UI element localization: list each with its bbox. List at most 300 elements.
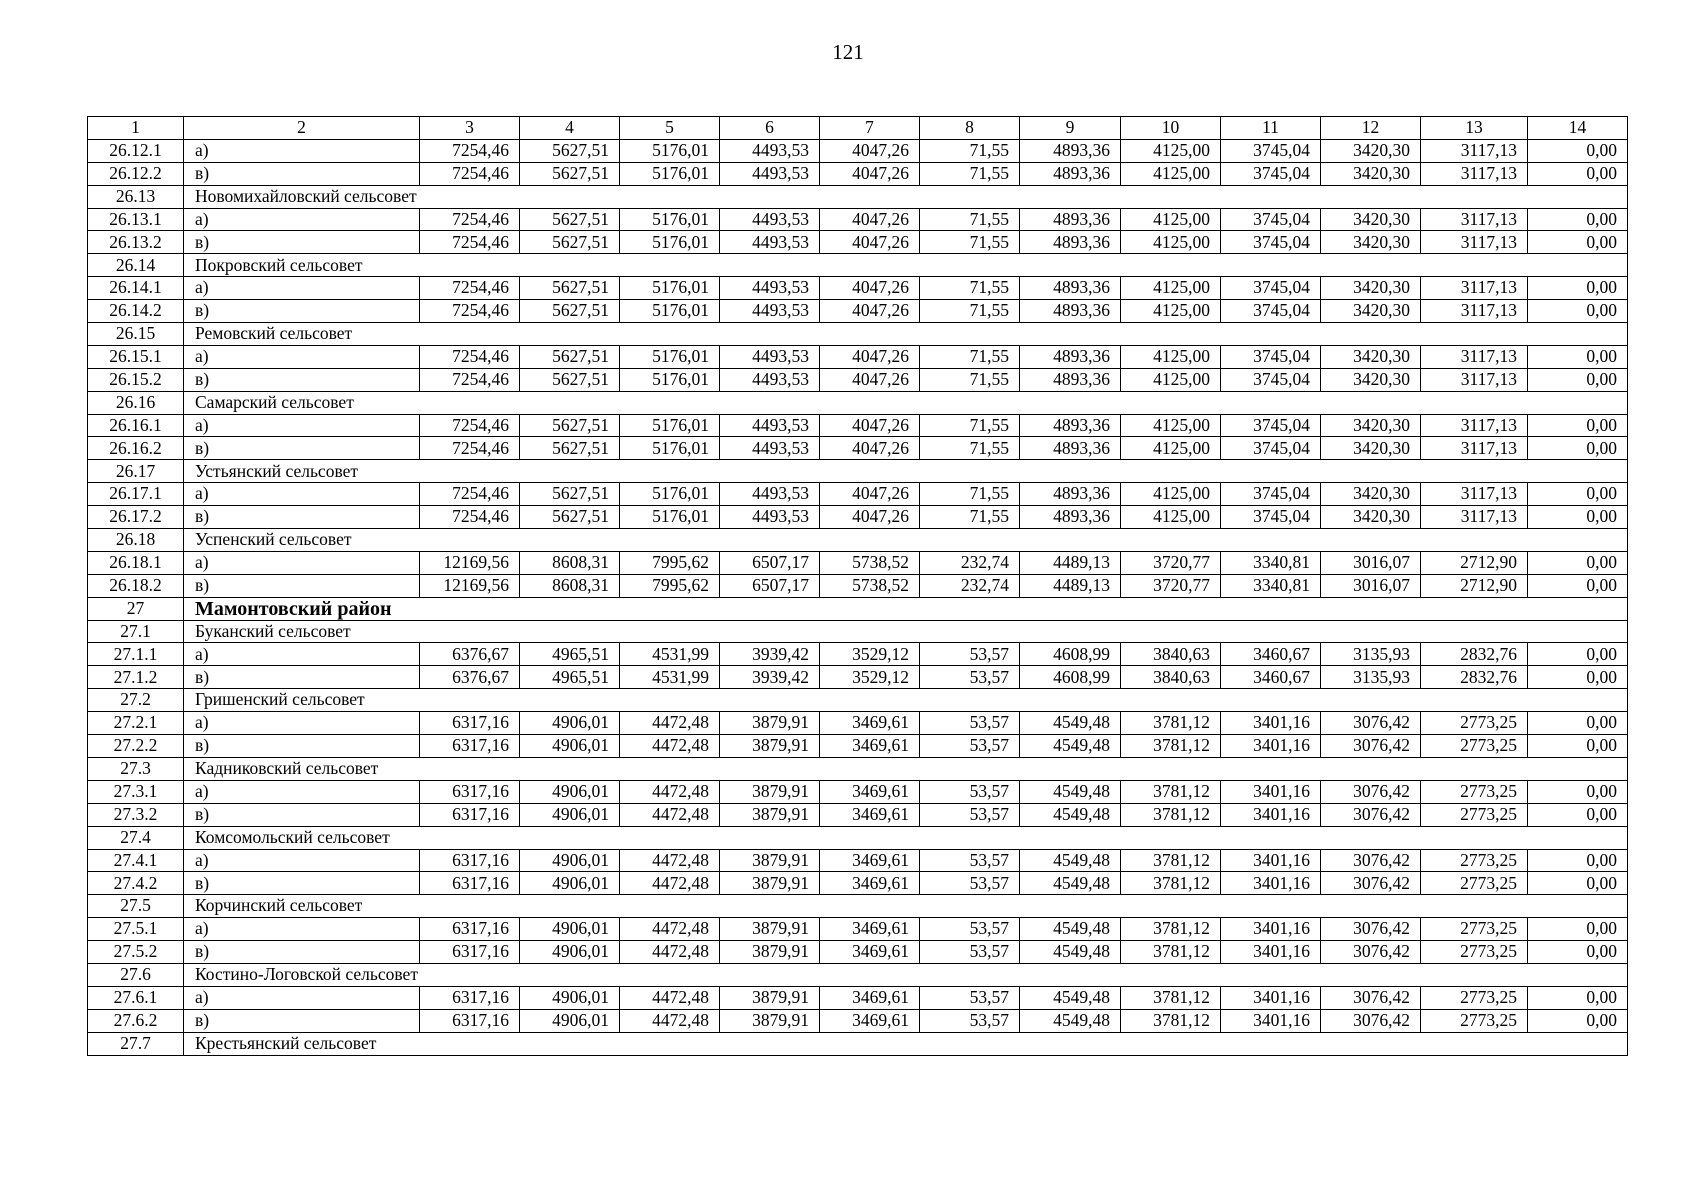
- value-cell: 3401,16: [1221, 941, 1321, 964]
- value-cell: 6317,16: [420, 712, 520, 735]
- row-label: в): [184, 437, 420, 460]
- row-code: 26.13.2: [88, 231, 184, 254]
- row-code: 27.2.2: [88, 735, 184, 758]
- value-cell: 3420,30: [1321, 414, 1421, 437]
- value-cell: 3469,61: [820, 780, 920, 803]
- value-cell: 4472,48: [620, 986, 720, 1009]
- value-cell: 6317,16: [420, 780, 520, 803]
- value-cell: 3117,13: [1421, 368, 1528, 391]
- row-label: в): [184, 162, 420, 185]
- row-label: а): [184, 643, 420, 666]
- value-cell: 4472,48: [620, 780, 720, 803]
- row-code: 27.6.2: [88, 1009, 184, 1032]
- value-cell: 5627,51: [520, 368, 620, 391]
- value-cell: 3879,91: [720, 803, 820, 826]
- section-title: Покровский сельсовет: [184, 254, 1628, 277]
- table-row: [88, 231, 1628, 254]
- value-cell: 3879,91: [720, 780, 820, 803]
- row-code: 26.14.2: [88, 300, 184, 323]
- value-cell: 7254,46: [420, 414, 520, 437]
- value-cell: 0,00: [1528, 712, 1628, 735]
- column-header: 10: [1121, 117, 1221, 140]
- value-cell: 3745,04: [1221, 162, 1321, 185]
- value-cell: 4893,36: [1020, 483, 1121, 506]
- table-row: [88, 712, 1628, 735]
- table-row: [88, 803, 1628, 826]
- value-cell: 2773,25: [1421, 803, 1528, 826]
- row-code: 26.16: [88, 391, 184, 414]
- value-cell: 4493,53: [720, 368, 820, 391]
- value-cell: 2773,25: [1421, 918, 1528, 941]
- value-cell: 3720,77: [1121, 574, 1221, 597]
- value-cell: 0,00: [1528, 231, 1628, 254]
- value-cell: 7254,46: [420, 139, 520, 162]
- value-cell: 3879,91: [720, 1009, 820, 1032]
- row-code: 27.5: [88, 895, 184, 918]
- row-code: 27.1.2: [88, 666, 184, 689]
- value-cell: 3720,77: [1121, 551, 1221, 574]
- value-cell: 3781,12: [1121, 941, 1221, 964]
- value-cell: 4549,48: [1020, 712, 1121, 735]
- value-cell: 7254,46: [420, 437, 520, 460]
- value-cell: 4047,26: [820, 231, 920, 254]
- value-cell: 3745,04: [1221, 277, 1321, 300]
- value-cell: 3420,30: [1321, 345, 1421, 368]
- value-cell: 71,55: [920, 231, 1020, 254]
- value-cell: 3781,12: [1121, 712, 1221, 735]
- value-cell: 3781,12: [1121, 849, 1221, 872]
- row-code: 26.14: [88, 254, 184, 277]
- value-cell: 3469,61: [820, 986, 920, 1009]
- value-cell: 5176,01: [620, 139, 720, 162]
- value-cell: 3745,04: [1221, 483, 1321, 506]
- value-cell: 3469,61: [820, 735, 920, 758]
- value-cell: 4047,26: [820, 437, 920, 460]
- section-row: [88, 963, 1628, 986]
- data-table: [87, 116, 1628, 1056]
- value-cell: 5176,01: [620, 483, 720, 506]
- row-code: 27.3: [88, 757, 184, 780]
- column-header: 2: [184, 117, 420, 140]
- row-label: а): [184, 780, 420, 803]
- section-title: Самарский сельсовет: [184, 391, 1628, 414]
- value-cell: 3076,42: [1321, 712, 1421, 735]
- row-code: 26.14.1: [88, 277, 184, 300]
- value-cell: 2773,25: [1421, 1009, 1528, 1032]
- value-cell: 3016,07: [1321, 574, 1421, 597]
- value-cell: 53,57: [920, 666, 1020, 689]
- value-cell: 6376,67: [420, 643, 520, 666]
- value-cell: 3401,16: [1221, 803, 1321, 826]
- value-cell: 71,55: [920, 414, 1020, 437]
- section-title: Буканский сельсовет: [184, 620, 1628, 643]
- value-cell: 6507,17: [720, 574, 820, 597]
- value-cell: 3401,16: [1221, 849, 1321, 872]
- value-cell: 0,00: [1528, 803, 1628, 826]
- value-cell: 3401,16: [1221, 735, 1321, 758]
- section-row: [88, 323, 1628, 346]
- value-cell: 0,00: [1528, 437, 1628, 460]
- value-cell: 3469,61: [820, 941, 920, 964]
- row-code: 26.15.2: [88, 368, 184, 391]
- value-cell: 53,57: [920, 986, 1020, 1009]
- value-cell: 4531,99: [620, 666, 720, 689]
- value-cell: 3401,16: [1221, 986, 1321, 1009]
- column-header: 6: [720, 117, 820, 140]
- value-cell: 5176,01: [620, 414, 720, 437]
- row-code: 27.3.2: [88, 803, 184, 826]
- value-cell: 4047,26: [820, 162, 920, 185]
- value-cell: 7254,46: [420, 506, 520, 529]
- value-cell: 2773,25: [1421, 780, 1528, 803]
- row-code: 26.18: [88, 529, 184, 552]
- value-cell: 3076,42: [1321, 872, 1421, 895]
- value-cell: 3076,42: [1321, 849, 1421, 872]
- column-header: 13: [1421, 117, 1528, 140]
- value-cell: 3745,04: [1221, 368, 1321, 391]
- value-cell: 5176,01: [620, 437, 720, 460]
- row-label: а): [184, 551, 420, 574]
- row-code: 26.12.1: [88, 139, 184, 162]
- value-cell: 4965,51: [520, 643, 620, 666]
- value-cell: 71,55: [920, 208, 1020, 231]
- value-cell: 4047,26: [820, 277, 920, 300]
- section-title: Устьянский сельсовет: [184, 460, 1628, 483]
- value-cell: 4125,00: [1121, 277, 1221, 300]
- value-cell: 3076,42: [1321, 941, 1421, 964]
- column-header: 9: [1020, 117, 1121, 140]
- value-cell: 4125,00: [1121, 139, 1221, 162]
- value-cell: 4906,01: [520, 918, 620, 941]
- value-cell: 4047,26: [820, 368, 920, 391]
- section-title: Комсомольский сельсовет: [184, 826, 1628, 849]
- table-row: [88, 277, 1628, 300]
- section-title: Корчинский сельсовет: [184, 895, 1628, 918]
- table-row: [88, 162, 1628, 185]
- value-cell: 3401,16: [1221, 712, 1321, 735]
- value-cell: 3340,81: [1221, 574, 1321, 597]
- value-cell: 3117,13: [1421, 414, 1528, 437]
- value-cell: 7254,46: [420, 300, 520, 323]
- row-label: а): [184, 277, 420, 300]
- value-cell: 3076,42: [1321, 735, 1421, 758]
- value-cell: 5627,51: [520, 208, 620, 231]
- value-cell: 4125,00: [1121, 483, 1221, 506]
- value-cell: 4472,48: [620, 1009, 720, 1032]
- value-cell: 4472,48: [620, 735, 720, 758]
- section-row: [88, 757, 1628, 780]
- section-row: [88, 391, 1628, 414]
- value-cell: 3117,13: [1421, 483, 1528, 506]
- table-row: [88, 643, 1628, 666]
- value-cell: 3420,30: [1321, 162, 1421, 185]
- value-cell: 3076,42: [1321, 918, 1421, 941]
- value-cell: 3469,61: [820, 918, 920, 941]
- column-header: 1: [88, 117, 184, 140]
- value-cell: 6317,16: [420, 986, 520, 1009]
- value-cell: 3135,93: [1321, 643, 1421, 666]
- value-cell: 4608,99: [1020, 666, 1121, 689]
- value-cell: 4893,36: [1020, 368, 1121, 391]
- value-cell: 4489,13: [1020, 574, 1121, 597]
- value-cell: 3781,12: [1121, 872, 1221, 895]
- table-row: [88, 780, 1628, 803]
- value-cell: 3401,16: [1221, 780, 1321, 803]
- table-header-row: [88, 117, 1628, 140]
- table-row: [88, 666, 1628, 689]
- value-cell: 5176,01: [620, 368, 720, 391]
- value-cell: 5627,51: [520, 277, 620, 300]
- value-cell: 4893,36: [1020, 300, 1121, 323]
- value-cell: 0,00: [1528, 849, 1628, 872]
- value-cell: 3879,91: [720, 872, 820, 895]
- row-code: 26.12.2: [88, 162, 184, 185]
- row-code: 27.1.1: [88, 643, 184, 666]
- value-cell: 3460,67: [1221, 666, 1321, 689]
- value-cell: 3117,13: [1421, 139, 1528, 162]
- value-cell: 4493,53: [720, 506, 820, 529]
- value-cell: 7995,62: [620, 574, 720, 597]
- value-cell: 4493,53: [720, 139, 820, 162]
- value-cell: 4125,00: [1121, 231, 1221, 254]
- value-cell: 5627,51: [520, 483, 620, 506]
- value-cell: 4047,26: [820, 506, 920, 529]
- row-code: 26.13: [88, 185, 184, 208]
- row-code: 27: [88, 597, 184, 620]
- value-cell: 4125,00: [1121, 368, 1221, 391]
- value-cell: 4493,53: [720, 414, 820, 437]
- row-label: а): [184, 918, 420, 941]
- row-code: 27.2: [88, 689, 184, 712]
- value-cell: 53,57: [920, 849, 1020, 872]
- section-title: Крестьянский сельсовет: [184, 1032, 1628, 1055]
- value-cell: 4489,13: [1020, 551, 1121, 574]
- table-row: [88, 368, 1628, 391]
- table-row: [88, 986, 1628, 1009]
- value-cell: 2712,90: [1421, 574, 1528, 597]
- value-cell: 4549,48: [1020, 1009, 1121, 1032]
- value-cell: 3879,91: [720, 986, 820, 1009]
- section-row: [88, 254, 1628, 277]
- value-cell: 4906,01: [520, 941, 620, 964]
- column-header: 7: [820, 117, 920, 140]
- value-cell: 3745,04: [1221, 300, 1321, 323]
- value-cell: 53,57: [920, 803, 1020, 826]
- value-cell: 4893,36: [1020, 139, 1121, 162]
- value-cell: 3420,30: [1321, 300, 1421, 323]
- value-cell: 3420,30: [1321, 277, 1421, 300]
- row-code: 26.17.2: [88, 506, 184, 529]
- row-code: 27.5.1: [88, 918, 184, 941]
- value-cell: 4125,00: [1121, 345, 1221, 368]
- value-cell: 4047,26: [820, 345, 920, 368]
- value-cell: 4531,99: [620, 643, 720, 666]
- value-cell: 6317,16: [420, 735, 520, 758]
- row-label: в): [184, 231, 420, 254]
- row-code: 27.6: [88, 963, 184, 986]
- row-code: 27.2.1: [88, 712, 184, 735]
- value-cell: 0,00: [1528, 986, 1628, 1009]
- value-cell: 5176,01: [620, 277, 720, 300]
- value-cell: 6376,67: [420, 666, 520, 689]
- value-cell: 5627,51: [520, 345, 620, 368]
- row-label: в): [184, 300, 420, 323]
- value-cell: 4965,51: [520, 666, 620, 689]
- value-cell: 4608,99: [1020, 643, 1121, 666]
- row-label: а): [184, 139, 420, 162]
- value-cell: 0,00: [1528, 735, 1628, 758]
- value-cell: 3939,42: [720, 643, 820, 666]
- value-cell: 3460,67: [1221, 643, 1321, 666]
- row-label: в): [184, 803, 420, 826]
- value-cell: 3117,13: [1421, 437, 1528, 460]
- value-cell: 2773,25: [1421, 735, 1528, 758]
- value-cell: 232,74: [920, 551, 1020, 574]
- value-cell: 4493,53: [720, 483, 820, 506]
- value-cell: 3469,61: [820, 872, 920, 895]
- value-cell: 3781,12: [1121, 780, 1221, 803]
- value-cell: 7254,46: [420, 208, 520, 231]
- row-code: 26.16.2: [88, 437, 184, 460]
- value-cell: 3135,93: [1321, 666, 1421, 689]
- value-cell: 53,57: [920, 918, 1020, 941]
- value-cell: 3840,63: [1121, 666, 1221, 689]
- row-code: 26.17.1: [88, 483, 184, 506]
- value-cell: 53,57: [920, 780, 1020, 803]
- value-cell: 8608,31: [520, 574, 620, 597]
- table-row: [88, 437, 1628, 460]
- value-cell: 7254,46: [420, 345, 520, 368]
- value-cell: 7254,46: [420, 483, 520, 506]
- value-cell: 6507,17: [720, 551, 820, 574]
- section-title: Гришенский сельсовет: [184, 689, 1628, 712]
- value-cell: 3401,16: [1221, 872, 1321, 895]
- value-cell: 71,55: [920, 437, 1020, 460]
- value-cell: 3745,04: [1221, 345, 1321, 368]
- table-row: [88, 551, 1628, 574]
- row-code: 27.7: [88, 1032, 184, 1055]
- value-cell: 4125,00: [1121, 414, 1221, 437]
- value-cell: 5627,51: [520, 437, 620, 460]
- value-cell: 3529,12: [820, 666, 920, 689]
- value-cell: 71,55: [920, 368, 1020, 391]
- value-cell: 3420,30: [1321, 483, 1421, 506]
- value-cell: 4472,48: [620, 918, 720, 941]
- value-cell: 4125,00: [1121, 208, 1221, 231]
- value-cell: 4125,00: [1121, 300, 1221, 323]
- district-row: [88, 597, 1628, 620]
- value-cell: 5738,52: [820, 574, 920, 597]
- value-cell: 3401,16: [1221, 1009, 1321, 1032]
- value-cell: 4472,48: [620, 849, 720, 872]
- value-cell: 7254,46: [420, 231, 520, 254]
- value-cell: 4549,48: [1020, 918, 1121, 941]
- value-cell: 0,00: [1528, 300, 1628, 323]
- row-code: 26.18.1: [88, 551, 184, 574]
- value-cell: 0,00: [1528, 208, 1628, 231]
- value-cell: 3420,30: [1321, 139, 1421, 162]
- column-header: 12: [1321, 117, 1421, 140]
- value-cell: 53,57: [920, 872, 1020, 895]
- table-body: [88, 117, 1628, 1056]
- value-cell: 3117,13: [1421, 208, 1528, 231]
- value-cell: 53,57: [920, 941, 1020, 964]
- value-cell: 71,55: [920, 483, 1020, 506]
- value-cell: 2773,25: [1421, 941, 1528, 964]
- value-cell: 3939,42: [720, 666, 820, 689]
- section-title: Костино-Логовской сельсовет: [184, 963, 1628, 986]
- section-title: Успенский сельсовет: [184, 529, 1628, 552]
- table-row: [88, 574, 1628, 597]
- row-label: а): [184, 345, 420, 368]
- value-cell: 4047,26: [820, 414, 920, 437]
- column-header: 8: [920, 117, 1020, 140]
- row-label: в): [184, 941, 420, 964]
- value-cell: 4893,36: [1020, 208, 1121, 231]
- row-code: 27.4.2: [88, 872, 184, 895]
- value-cell: 3469,61: [820, 803, 920, 826]
- value-cell: 71,55: [920, 277, 1020, 300]
- value-cell: 3840,63: [1121, 643, 1221, 666]
- row-code: 27.4: [88, 826, 184, 849]
- value-cell: 6317,16: [420, 918, 520, 941]
- table-row: [88, 872, 1628, 895]
- value-cell: 3781,12: [1121, 1009, 1221, 1032]
- value-cell: 6317,16: [420, 872, 520, 895]
- value-cell: 2832,76: [1421, 643, 1528, 666]
- value-cell: 3529,12: [820, 643, 920, 666]
- value-cell: 3420,30: [1321, 208, 1421, 231]
- value-cell: 4493,53: [720, 162, 820, 185]
- value-cell: 0,00: [1528, 551, 1628, 574]
- value-cell: 7995,62: [620, 551, 720, 574]
- value-cell: 4549,48: [1020, 986, 1121, 1009]
- value-cell: 4893,36: [1020, 506, 1121, 529]
- row-label: в): [184, 506, 420, 529]
- value-cell: 4906,01: [520, 735, 620, 758]
- section-title: Мамонтовский район: [184, 597, 1628, 620]
- value-cell: 3117,13: [1421, 277, 1528, 300]
- row-label: в): [184, 1009, 420, 1032]
- section-title: Новомихайловский сельсовет: [184, 185, 1628, 208]
- value-cell: 0,00: [1528, 277, 1628, 300]
- value-cell: 0,00: [1528, 666, 1628, 689]
- table-row: [88, 414, 1628, 437]
- value-cell: 4549,48: [1020, 803, 1121, 826]
- value-cell: 4125,00: [1121, 437, 1221, 460]
- row-code: 27.1: [88, 620, 184, 643]
- value-cell: 4493,53: [720, 208, 820, 231]
- table-row: [88, 849, 1628, 872]
- value-cell: 2773,25: [1421, 712, 1528, 735]
- table-row: [88, 483, 1628, 506]
- value-cell: 3420,30: [1321, 437, 1421, 460]
- section-row: [88, 1032, 1628, 1055]
- value-cell: 2712,90: [1421, 551, 1528, 574]
- row-code: 27.4.1: [88, 849, 184, 872]
- value-cell: 0,00: [1528, 506, 1628, 529]
- value-cell: 4549,48: [1020, 872, 1121, 895]
- section-row: [88, 689, 1628, 712]
- value-cell: 3469,61: [820, 849, 920, 872]
- value-cell: 0,00: [1528, 780, 1628, 803]
- value-cell: 5627,51: [520, 231, 620, 254]
- value-cell: 3745,04: [1221, 139, 1321, 162]
- value-cell: 4906,01: [520, 849, 620, 872]
- row-label: а): [184, 208, 420, 231]
- column-header: 11: [1221, 117, 1321, 140]
- value-cell: 3420,30: [1321, 368, 1421, 391]
